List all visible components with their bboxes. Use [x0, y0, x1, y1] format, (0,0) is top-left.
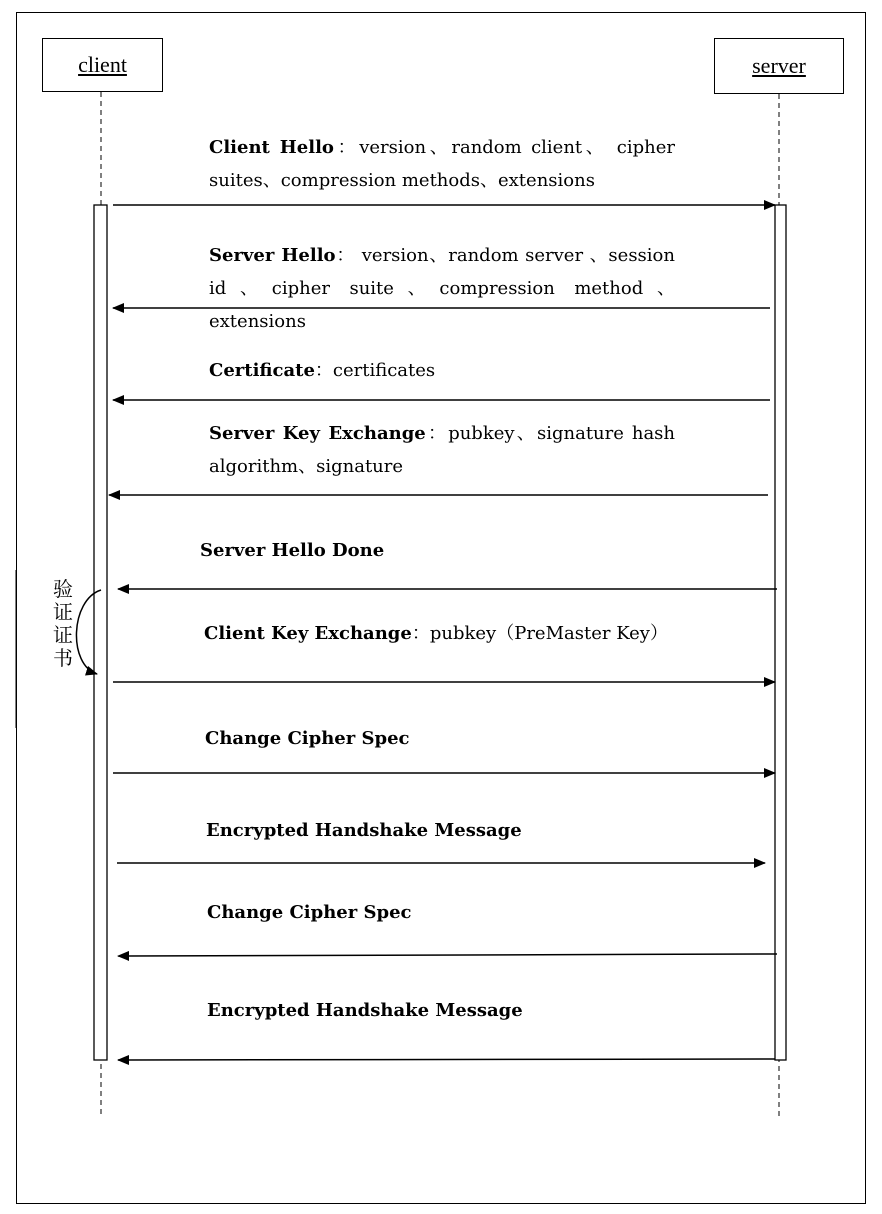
verify-certificate-note: [51, 578, 75, 670]
note-char: 证: [53, 623, 73, 647]
message-server-key-exchange: Server Key Exchange：pubkey、signature hash algorithm、signature: [209, 423, 676, 477]
client-actor-label: client: [78, 52, 127, 77]
client-activation-bar: [94, 205, 107, 1060]
message-encrypted-handshake-client: Encrypted Handshake Message: [206, 820, 522, 841]
message-server-hello-done: Server Hello Done: [200, 540, 385, 561]
message-certificate: Certificate：certificates: [209, 360, 436, 381]
note-char: 验: [53, 577, 73, 601]
message-change-cipher-spec-server: Change Cipher Spec: [207, 902, 412, 923]
message-server-hello: Server Hello： version、random server 、session id、cipher suite、compression method、extensions: [209, 245, 675, 332]
client-actor-box: [42, 38, 163, 92]
message-client-key-exchange: Client Key Exchange：pubkey（PreMaster Key）: [204, 623, 668, 644]
note-char: 书: [53, 646, 73, 670]
arrow-encrypted-handshake-server: [118, 1059, 775, 1060]
server-activation-bar: [775, 205, 786, 1060]
message-client-hello: Client Hello：version、random client、 cipher suites、compression methods、extensions: [209, 137, 676, 191]
arrow-change-cipher-spec-server: [118, 954, 777, 956]
message-encrypted-handshake-server: Encrypted Handshake Message: [207, 1000, 523, 1021]
message-change-cipher-spec-client: Change Cipher Spec: [205, 728, 410, 749]
server-actor-label: server: [752, 53, 806, 78]
server-actor-box: [714, 38, 844, 94]
note-char: 证: [53, 600, 73, 624]
